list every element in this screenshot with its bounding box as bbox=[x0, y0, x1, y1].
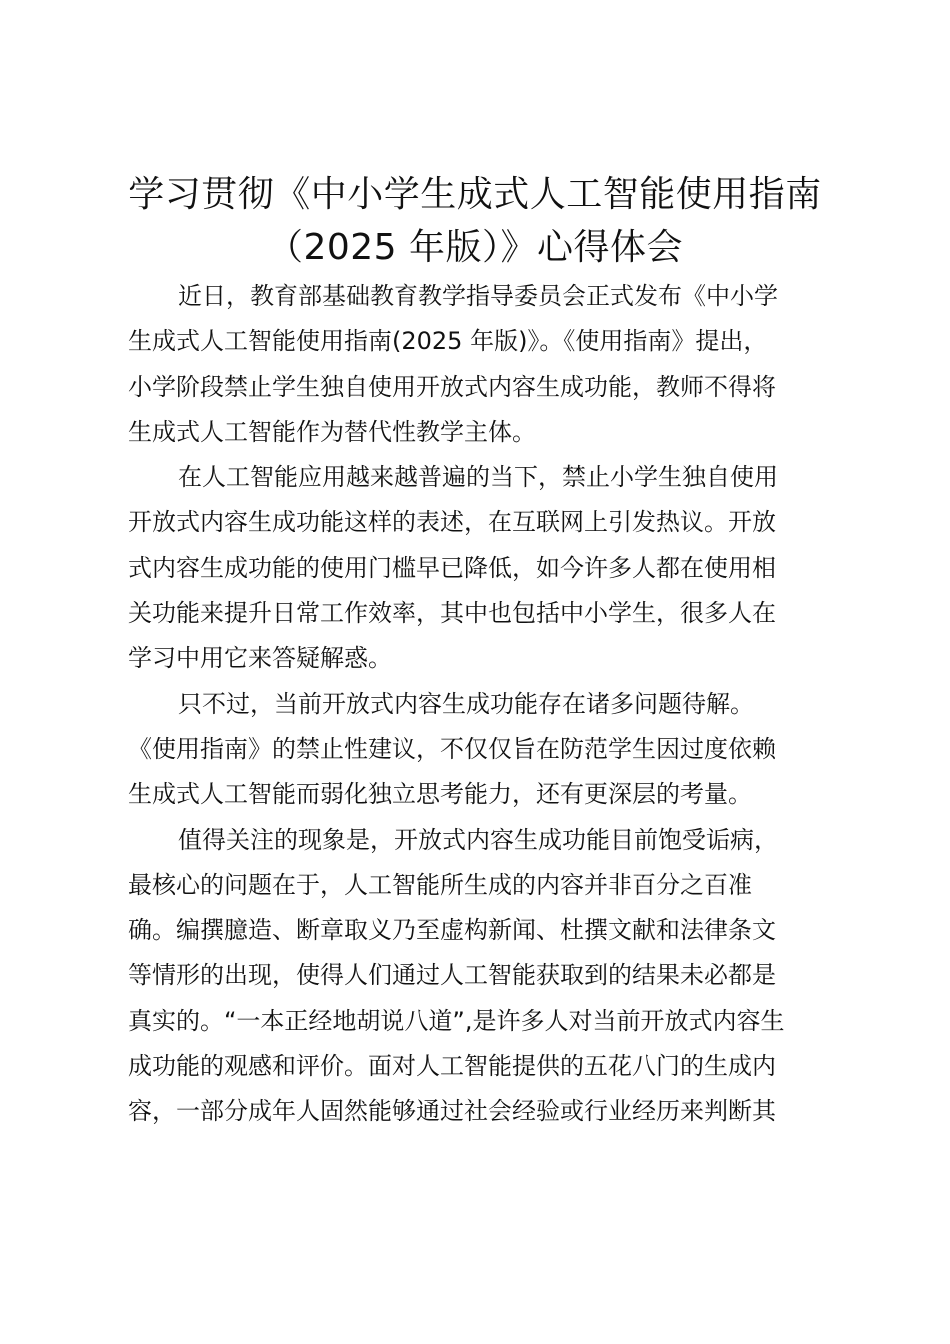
paragraph-2 bbox=[128, 455, 834, 681]
paragraph-line: 式内容生成功能的使用门槛早已降低，如今许多人都在使用相 bbox=[128, 553, 776, 582]
paragraph-1 bbox=[128, 274, 834, 455]
paragraph-line: 近日，教育部基础教育教学指导委员会正式发布《中小学 bbox=[178, 282, 778, 310]
title-line-2: （2025 年版）》心得体会 bbox=[266, 227, 684, 268]
paragraph-line: 在人工智能应用越来越普遍的当下，禁止小学生独自使用 bbox=[178, 463, 778, 492]
paragraph-line: 最核心的问题在于，人工智能所生成的内容并非百分之百准 bbox=[128, 870, 752, 899]
document-title bbox=[100, 168, 850, 274]
paragraph-line: 只不过，当前开放式内容生成功能存在诸多问题待解。 bbox=[178, 689, 754, 718]
paragraph-line: 值得关注的现象是，开放式内容生成功能目前饱受诟病， bbox=[178, 825, 778, 854]
paragraph-line: 真实的。“一本正经地胡说八道”,是许多人对当前开放式内容生 bbox=[128, 1006, 785, 1035]
paragraph-line: 《使用指南》的禁止性建议，不仅仅旨在防范学生因过度依赖 bbox=[128, 734, 776, 763]
paragraph-line: 等情形的出现，使得人们通过人工智能获取到的结果未必都是 bbox=[128, 961, 776, 990]
document-body bbox=[128, 274, 834, 1135]
paragraph-3 bbox=[128, 682, 834, 818]
paragraph-line: 关功能来提升日常工作效率，其中也包括中小学生，很多人在 bbox=[128, 599, 776, 628]
paragraph-4 bbox=[128, 818, 834, 1135]
paragraph-line: 生成式人工智能而弱化独立思考能力，还有更深层的考量。 bbox=[128, 780, 752, 809]
paragraph-line: 容，一部分成年人固然能够通过社会经验或行业经历来判断其 bbox=[128, 1097, 776, 1126]
paragraph-line: 确。编撰臆造、断章取义乃至虚构新闻、杜撰文献和法律条文 bbox=[128, 916, 776, 945]
title-line-1: 学习贯彻《中小学生成式人工智能使用指南 bbox=[128, 174, 822, 215]
paragraph-line: 成功能的观感和评价。面对人工智能提供的五花八门的生成内 bbox=[128, 1052, 776, 1081]
paragraph-line: 学习中用它来答疑解惑。 bbox=[128, 644, 392, 673]
paragraph-line: 生成式人工智能使用指南(2025 年版)》。《使用指南》提出， bbox=[128, 327, 768, 356]
paragraph-line: 生成式人工智能作为替代性教学主体。 bbox=[128, 417, 536, 446]
paragraph-line: 开放式内容生成功能这样的表述，在互联网上引发热议。开放 bbox=[128, 508, 776, 537]
paragraph-line: 小学阶段禁止学生独自使用开放式内容生成功能，教师不得将 bbox=[128, 372, 776, 401]
